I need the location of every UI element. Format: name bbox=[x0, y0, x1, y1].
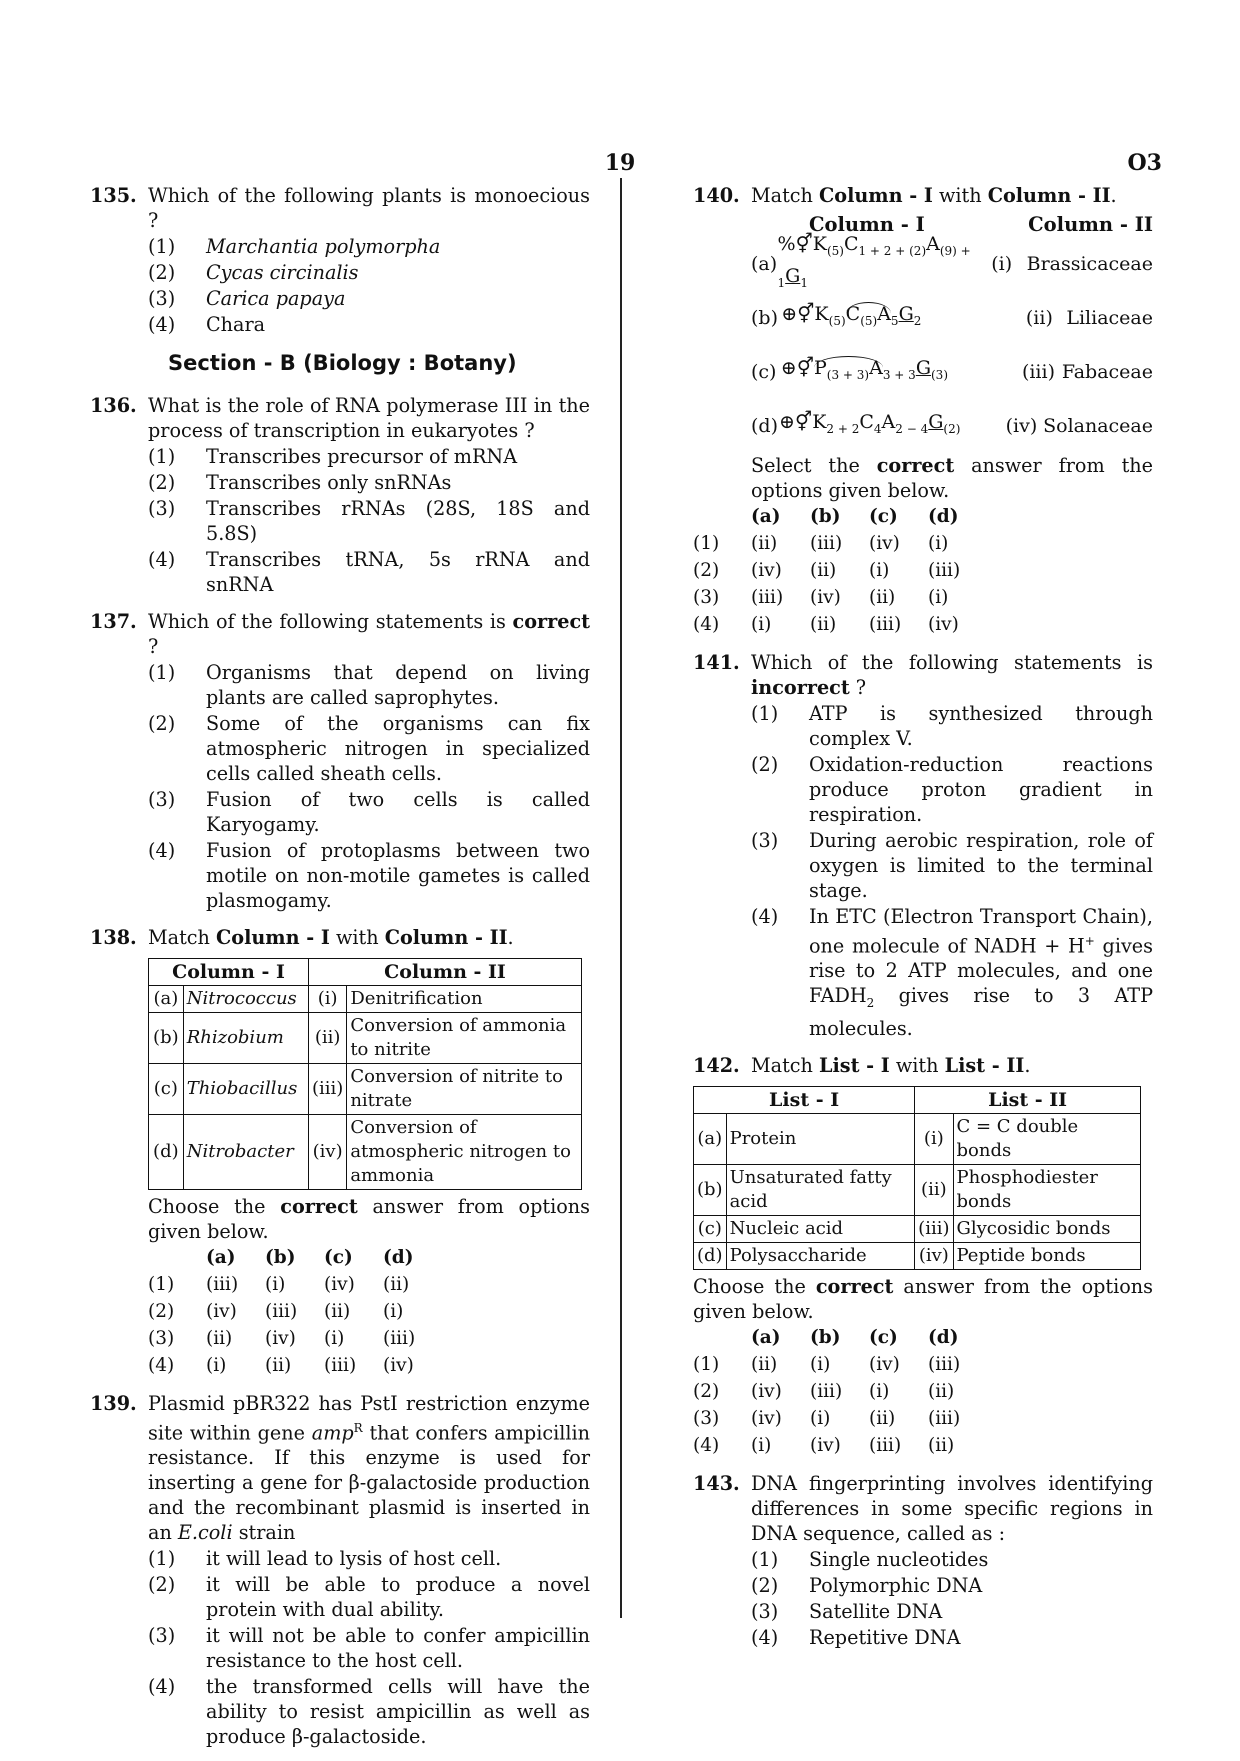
option-text: Chara bbox=[206, 313, 266, 336]
options bbox=[148, 660, 590, 913]
option-text: Fusion of protoplasms between two motile on non-motile gametes is called plasmogamy. bbox=[206, 839, 590, 912]
question-text: Which of the following statements is incorrect ? bbox=[751, 651, 1153, 699]
option-number: (3) bbox=[148, 497, 176, 520]
option-number: (3) bbox=[751, 1600, 779, 1624]
question-text: Match List - I with List - II. bbox=[751, 1054, 1031, 1078]
options bbox=[148, 1546, 590, 1749]
question-text: Plasmid pBR322 has PstI restriction enzyme site within gene amp$^R$ that confers ampicillin resistance. If this enzyme is used for inserting a gene for β-galactoside production and the recombinant plasmid is inserted in an E.coli strain bbox=[148, 1392, 590, 1545]
row-label: (b) bbox=[694, 1165, 727, 1216]
option-number: (1) bbox=[148, 445, 176, 468]
question-number: 136. bbox=[90, 394, 137, 417]
option-text: Single nucleotides bbox=[809, 1548, 989, 1572]
row-numeral: (iv) bbox=[915, 1243, 953, 1270]
right-column bbox=[693, 183, 1153, 1662]
option-text: Satellite DNA bbox=[809, 1600, 943, 1624]
option-number: (2) bbox=[148, 471, 176, 494]
question-number: 141. bbox=[693, 651, 740, 674]
option-4: (4) In ETC (Electron Transport Chain), one molecule of NADH + H+ gives rise to 2 ATP molecules, and one $FADH_2$ gives rise to 3 ATP molecules. bbox=[751, 905, 1153, 1041]
list-i-item: Protein bbox=[726, 1114, 915, 1165]
option-4 bbox=[751, 1625, 1153, 1650]
formula-row-c: (c) $\oplus⚥P_{(3 + 3)}A_{3 + 3}G_{(3)}$ (iii) Fabaceae bbox=[751, 345, 1153, 399]
answer-grid bbox=[693, 1324, 1153, 1459]
option-text: ATP is synthesized through complex V. bbox=[809, 702, 1153, 750]
floral-formula-a: $\%⚥K_{(5)}C_{1 + 2 + (2)}A_{(9) + 1}G_1$ bbox=[777, 233, 971, 290]
options bbox=[148, 234, 590, 337]
match-row bbox=[149, 1064, 582, 1115]
left-column bbox=[90, 183, 590, 1761]
option-number: (3) bbox=[148, 287, 176, 310]
answer-header: (a) (b) (c) (d) bbox=[206, 1247, 414, 1268]
row-numeral: (i) bbox=[308, 986, 346, 1013]
choose-text: Choose the correct answer from options given below. bbox=[148, 1195, 590, 1243]
question-142 bbox=[693, 1053, 1153, 1459]
section-heading: Section - B (Biology : Botany) bbox=[168, 351, 517, 375]
list-i-item: Nitrobacter bbox=[183, 1115, 308, 1190]
answer-option[interactable]: (4) (i) (ii) (iii) (iv) bbox=[148, 1355, 414, 1376]
list-ii-item: Conversion of atmospheric nitrogen to ammonia bbox=[347, 1115, 582, 1190]
option-3 bbox=[751, 828, 1153, 903]
match-row bbox=[149, 986, 582, 1013]
option-4 bbox=[148, 312, 590, 337]
option-2 bbox=[148, 1572, 590, 1622]
option-text: Marchantia polymorpha bbox=[206, 235, 441, 258]
question-number: 142. bbox=[693, 1054, 740, 1078]
option-text: Repetitive DNA bbox=[809, 1626, 961, 1650]
option-4 bbox=[148, 838, 590, 913]
option-4 bbox=[148, 547, 590, 597]
option-text: it will not be able to confer ampicillin resistance to the host cell. bbox=[206, 1624, 590, 1673]
option-number: (3) bbox=[751, 829, 779, 852]
option-number: (4) bbox=[751, 1626, 779, 1650]
row-numeral: (ii) bbox=[308, 1013, 346, 1064]
floral-formula-d: $\oplus⚥K_{2 + 2}C_4A_{2 - 4}G_{(2)}$ bbox=[779, 411, 961, 436]
match-row bbox=[694, 1216, 1141, 1243]
column-divider bbox=[620, 178, 622, 1618]
question-143 bbox=[693, 1471, 1153, 1650]
answer-option[interactable]: (3) (iv) (i) (ii) (iii) bbox=[693, 1408, 961, 1430]
option-number: (1) bbox=[751, 1548, 779, 1572]
row-numeral: (ii) bbox=[915, 1165, 953, 1216]
question-text: Which of the following statements is correct ? bbox=[148, 610, 590, 658]
options bbox=[751, 1547, 1153, 1650]
option-number: (4) bbox=[148, 1675, 176, 1699]
question-number: 137. bbox=[90, 610, 137, 633]
option-text: Fusion of two cells is called Karyogamy. bbox=[206, 788, 590, 836]
option-1 bbox=[148, 1546, 590, 1571]
options bbox=[751, 701, 1153, 903]
question-text: Match Column - I with Column - II. bbox=[751, 184, 1117, 207]
floral-formula-b: $\oplus⚥K_{(5)}C_{(5)}A_5G_2$ bbox=[781, 303, 922, 328]
floral-formula-c: $\oplus⚥P_{(3 + 3)}A_{3 + 3}G_{(3)}$ bbox=[780, 357, 948, 382]
list-ii-item: Denitrification bbox=[347, 986, 582, 1013]
answer-option[interactable]: (4) (i) (iv) (iii) (ii) bbox=[693, 1435, 955, 1457]
option-text: Transcribes rRNAs (28S, 18S and 5.8S) bbox=[206, 497, 590, 545]
floral-formulas bbox=[751, 233, 1153, 453]
option-1 bbox=[751, 1547, 1153, 1572]
option-text: Organisms that depend on living plants are called saprophytes. bbox=[206, 661, 590, 709]
list-i-item: Nucleic acid bbox=[726, 1216, 915, 1243]
option-number: (1) bbox=[148, 1547, 176, 1571]
column-i-heading: Column - I bbox=[809, 213, 925, 236]
answer-header: (a) (b) (c) (d) bbox=[751, 1327, 959, 1349]
option-text: the transformed cells will have the ability to resist ampicillin as well as produce β-galactoside. bbox=[206, 1675, 590, 1749]
question-number: 139. bbox=[90, 1392, 137, 1415]
option-number: (3) bbox=[148, 1624, 176, 1648]
list-i-item: Unsaturated fatty acid bbox=[726, 1165, 915, 1216]
choose-text: Choose the correct answer from the options given below. bbox=[693, 1275, 1154, 1324]
option-text: it will lead to lysis of host cell. bbox=[206, 1547, 502, 1571]
list-i-item: Thiobacillus bbox=[183, 1064, 308, 1115]
option-1 bbox=[148, 444, 590, 469]
answer-option[interactable]: (1) (ii) (iii) (iv) (i) bbox=[693, 533, 949, 554]
list-i-item: Nitrococcus bbox=[183, 986, 308, 1013]
question-136 bbox=[90, 393, 590, 597]
option-text: Cycas circinalis bbox=[206, 261, 359, 284]
option-3 bbox=[148, 496, 590, 546]
option-text: it will be able to produce a novel protein with dual ability. bbox=[206, 1573, 590, 1622]
option-number: (2) bbox=[751, 1574, 779, 1598]
option-4 bbox=[148, 1674, 590, 1749]
option-3 bbox=[148, 1623, 590, 1673]
column-ii-heading: Column - II bbox=[1028, 213, 1153, 236]
option-3 bbox=[148, 787, 590, 837]
answer-option[interactable]: (3) (iii) (iv) (ii) (i) bbox=[693, 587, 949, 608]
row-label: (a) bbox=[149, 986, 184, 1013]
question-text: Which of the following plants is monoecious ? bbox=[148, 184, 590, 232]
row-label: (d) bbox=[149, 1115, 184, 1190]
question-text: What is the role of RNA polymerase III in the process of transcription in eukaryotes ? bbox=[148, 394, 590, 442]
row-label: (c) bbox=[149, 1064, 184, 1115]
row-label: (c) bbox=[694, 1216, 727, 1243]
list-i-item: Rhizobium bbox=[183, 1013, 308, 1064]
option-2 bbox=[751, 1573, 1153, 1598]
question-140 bbox=[693, 183, 1153, 638]
answer-option[interactable]: (3) (ii) (iv) (i) (iii) bbox=[148, 1328, 416, 1349]
question-number: 143. bbox=[693, 1472, 740, 1496]
formula-row-a: (a) $\%⚥K_{(5)}C_{1 + 2 + (2)}A_{(9) + 1}G_1$ (i) Brassicaceae bbox=[751, 237, 1153, 291]
options bbox=[148, 444, 590, 597]
question-139 bbox=[90, 1391, 590, 1749]
option-number: (3) bbox=[148, 788, 176, 811]
option-2 bbox=[148, 470, 590, 495]
formula-row-b: (b) $\oplus⚥K_{(5)}C_{(5)}A_5G_2$ (ii) Liliaceae bbox=[751, 291, 1153, 345]
option-number: (1) bbox=[751, 702, 779, 725]
option-number: (1) bbox=[148, 661, 176, 684]
option-1 bbox=[148, 660, 590, 710]
match-row bbox=[149, 1115, 582, 1190]
row-numeral: (iii) bbox=[915, 1216, 953, 1243]
match-table: List - I List - II (a) Protein (i) C = C double bonds (b) Unsaturated fatty acid (ii) Phosphodiester bonds (c) Nucleic acid (iii) Glycosidic bonds (d) Polysaccharide (iv) Peptide bonds bbox=[693, 1086, 1141, 1270]
option-number: (4) bbox=[148, 313, 176, 336]
answer-option[interactable]: (2) (iv) (iii) (i) (ii) bbox=[693, 1381, 955, 1403]
list-ii-item: Phosphodiester bonds bbox=[953, 1165, 1141, 1216]
list-ii-item: C = C double bonds bbox=[953, 1114, 1141, 1165]
answer-header: (a) (b) (c) (d) bbox=[751, 506, 959, 527]
question-text: Match Column - I with Column - II. bbox=[148, 926, 514, 949]
option-number: (4) bbox=[148, 839, 176, 862]
answer-option[interactable]: (1) (iii) (i) (iv) (ii) bbox=[148, 1274, 410, 1295]
answer-option[interactable]: (4) (i) (ii) (iii) (iv) bbox=[693, 614, 959, 635]
option-text: Carica papaya bbox=[206, 287, 346, 310]
option-text: Transcribes only snRNAs bbox=[206, 471, 452, 494]
row-label: (d) bbox=[694, 1243, 727, 1270]
row-numeral: (i) bbox=[915, 1114, 953, 1165]
option-text: Transcribes tRNA, 5s rRNA and snRNA bbox=[206, 548, 590, 596]
row-label: (a) bbox=[694, 1114, 727, 1165]
question-number: 138. bbox=[90, 926, 137, 949]
question-135 bbox=[90, 183, 590, 337]
match-row bbox=[694, 1243, 1141, 1270]
page-number: 19 bbox=[604, 150, 636, 176]
option-2 bbox=[751, 752, 1153, 827]
answer-option[interactable]: (1) (ii) (i) (iv) (iii) bbox=[693, 1354, 961, 1376]
option-text: Transcribes precursor of mRNA bbox=[206, 445, 518, 468]
option-number: (2) bbox=[148, 1573, 176, 1597]
match-table: Column - I Column - II (a) Nitrococcus (i) Denitrification (b) Rhizobium (ii) Conversion of ammonia to nitrite (c) Thiobacillus (iii) Conversion of nitrite to nitrate (d) Nitrobacter (iv) Conversion of atmospheric nitrogen to ammonia bbox=[148, 958, 582, 1190]
option-text: Polymorphic DNA bbox=[809, 1574, 983, 1598]
question-number: 140. bbox=[693, 184, 740, 207]
row-numeral: (iv) bbox=[308, 1115, 346, 1190]
booklet-code: O3 bbox=[1127, 150, 1162, 176]
answer-option[interactable]: (2) (iv) (ii) (i) (iii) bbox=[693, 560, 961, 581]
option-1 bbox=[148, 234, 590, 259]
option-number: (2) bbox=[751, 753, 779, 776]
formula-row-d: (d) $\oplus⚥K_{2 + 2}C_4A_{2 - 4}G_{(2)}$ (iv) Solanaceae bbox=[751, 399, 1153, 453]
option-number: (4) bbox=[148, 548, 176, 571]
option-text: Some of the organisms can fix atmospheric nitrogen in specialized cells called sheath cells. bbox=[206, 712, 590, 785]
list-ii-item: Glycosidic bonds bbox=[953, 1216, 1141, 1243]
question-text: DNA fingerprinting involves identifying differences in some specific regions in DNA sequence, called as : bbox=[751, 1472, 1153, 1546]
question-number: 135. bbox=[90, 184, 137, 207]
answer-grid bbox=[693, 503, 1153, 638]
option-1 bbox=[751, 701, 1153, 751]
option-text: Oxidation-reduction reactions produce proton gradient in respiration. bbox=[809, 753, 1153, 826]
option-number: (1) bbox=[148, 235, 176, 258]
question-138 bbox=[90, 925, 590, 1379]
option-2 bbox=[148, 711, 590, 786]
question-141 bbox=[693, 650, 1153, 1041]
question-137 bbox=[90, 609, 590, 913]
option-text: During aerobic respiration, role of oxygen is limited to the terminal stage. bbox=[809, 829, 1153, 902]
option-number: (2) bbox=[148, 712, 176, 735]
list-ii-item: Conversion of nitrite to nitrate bbox=[347, 1064, 582, 1115]
list-i-item: Polysaccharide bbox=[726, 1243, 915, 1270]
answer-option[interactable]: (2) (iv) (iii) (ii) (i) bbox=[148, 1301, 404, 1322]
row-numeral: (iii) bbox=[308, 1064, 346, 1115]
list-ii-item: Conversion of ammonia to nitrite bbox=[347, 1013, 582, 1064]
list-ii-item: Peptide bonds bbox=[953, 1243, 1141, 1270]
select-text: Select the correct answer from the options given below. bbox=[751, 454, 1153, 502]
option-number: (2) bbox=[148, 261, 176, 284]
row-label: (b) bbox=[149, 1013, 184, 1064]
answer-grid bbox=[148, 1244, 590, 1379]
option-3 bbox=[751, 1599, 1153, 1624]
match-row bbox=[694, 1114, 1141, 1165]
match-row bbox=[149, 1013, 582, 1064]
option-3 bbox=[148, 286, 590, 311]
match-row bbox=[694, 1165, 1141, 1216]
option-2 bbox=[148, 260, 590, 285]
